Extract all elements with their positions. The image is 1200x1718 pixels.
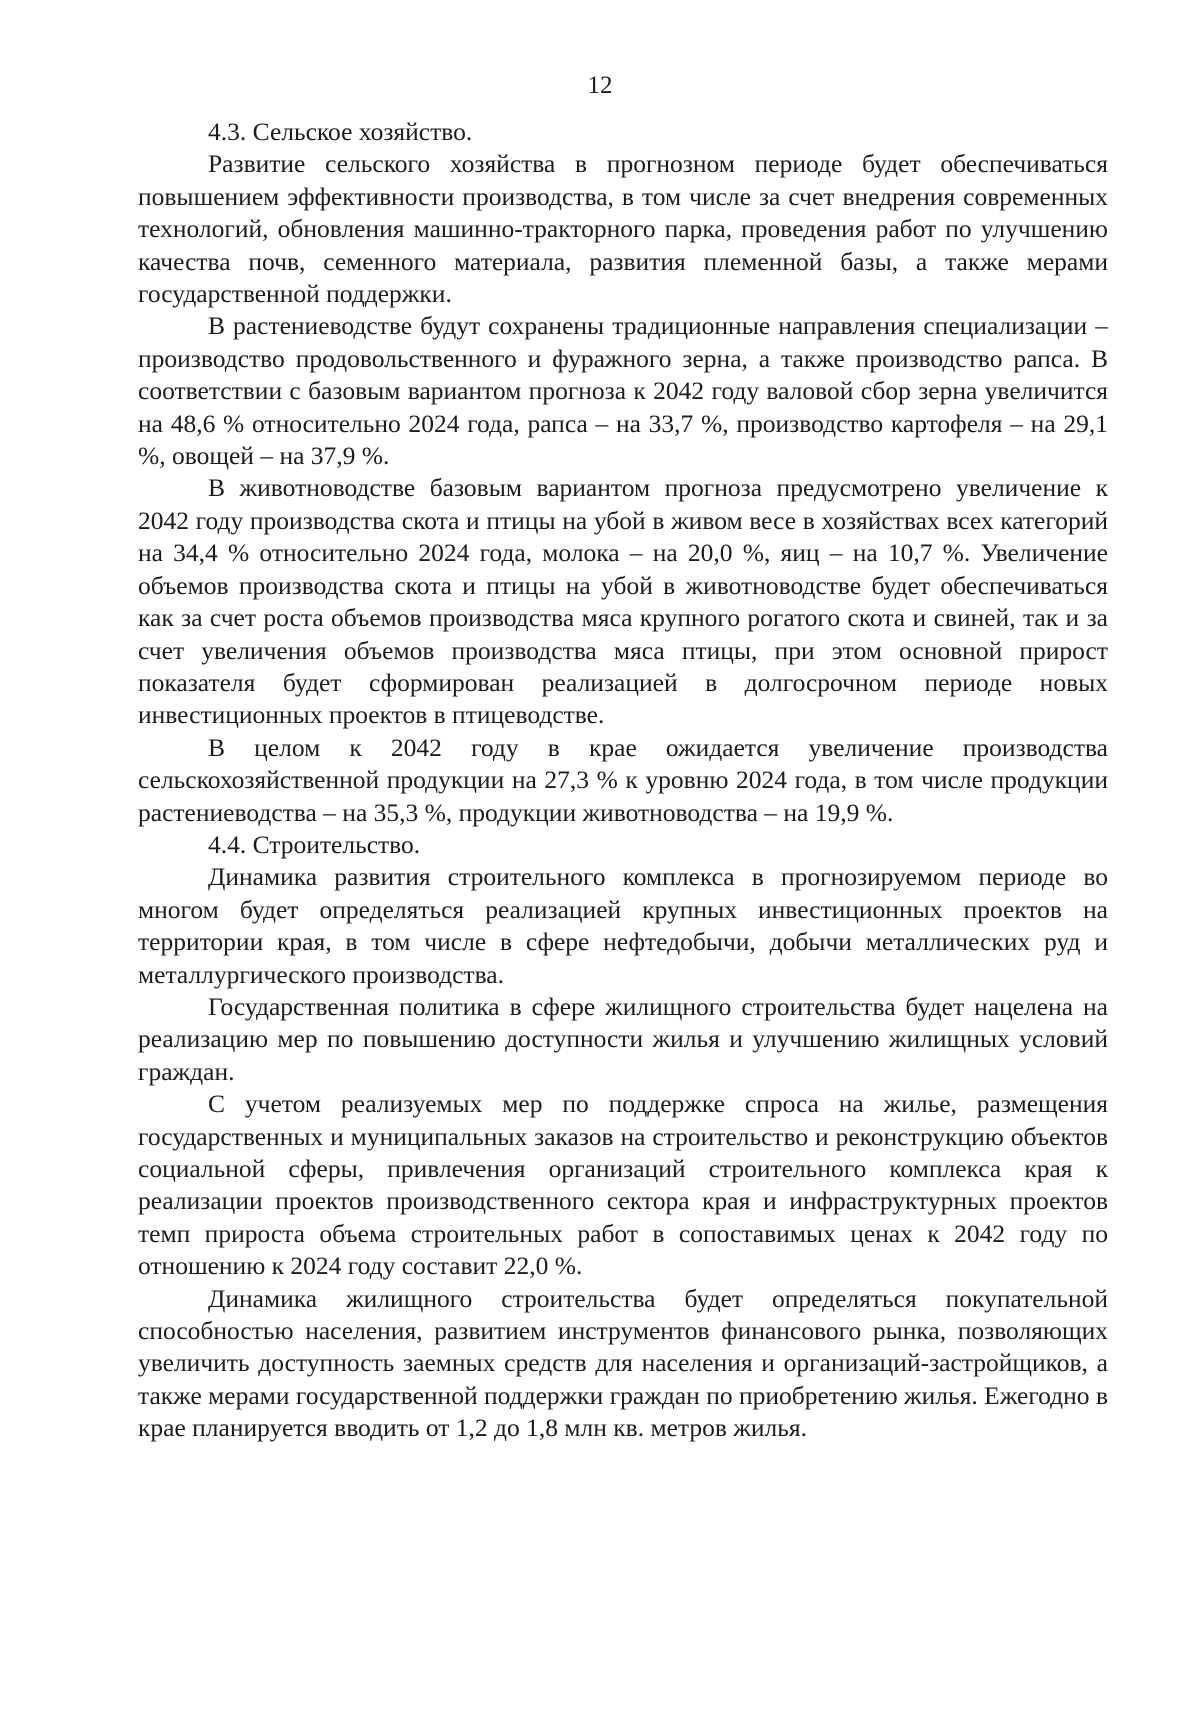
paragraph: В животноводстве базовым вариантом прогноза предусмотрено увеличение к 2042 году производства скота и птицы на убой в живом весе в хозяйствах всех категорий на 34,4 % относительно 2024 года, молока – на 20,0 %, яиц – на 10,7 %. Увеличение объемов производства скота и птицы на убой в животноводстве будет обеспечиваться как за счет роста объемов производства мяса крупного рогатого скота и свиней, так и за счет увеличения объемов производства мяса птицы, при этом основной прирост показателя будет сформирован реализацией в долгосрочном периоде новых инвестиционных проектов в птицеводстве. bbox=[138, 473, 1108, 730]
paragraph: Государственная политика в сфере жилищного строительства будет нацелена на реализацию мер по повышению доступности жилья и улучшению жилищных условий граждан. bbox=[138, 991, 1108, 1086]
paragraph: Динамика развития строительного комплекса в прогнозируемом периоде во многом будет определяться реализацией крупных инвестиционных проектов на территории края, в том числе в сфере нефтедобычи, добычи металлических руд и металлургического производства. bbox=[138, 862, 1108, 989]
paragraph: С учетом реализуемых мер по поддержке спроса на жилье, размещения государственных и муниципальных заказов на строительство и реконструкцию объектов социальной сферы, привлечения организаций строительного комплекса края к реализации проектов производственного сектора края и инфраструктурных проектов темп прироста объема строительных работ в сопоставимых ценах к 2042 году по отношению к 2024 году составит 22,0 %. bbox=[138, 1089, 1108, 1281]
section-construction bbox=[138, 829, 1108, 1445]
document-body bbox=[138, 116, 1108, 1445]
section-heading: 4.4. Строительство. bbox=[208, 829, 421, 859]
paragraph: Развитие сельского хозяйства в прогнозном периоде будет обеспечиваться повышением эффективности производства, в том числе за счет внедрения современных технологий, обновления машинно-тракторного парка, проведения работ по улучшению качества почв, семенного материала, развития племенной базы, а также мерами государственной поддержки. bbox=[138, 149, 1108, 309]
section-agriculture bbox=[138, 116, 1108, 829]
paragraph: В растениеводстве будут сохранены традиционные направления специализации – производство продовольственного и фуражного зерна, а также производство рапса. В соответствии с базовым вариантом прогноза к 2042 году валовой сбор зерна увеличится на 48,6 % относительно 2024 года, рапса – на 33,7 %, производство картофеля – на 29,1 %, овощей – на 37,9 %. bbox=[138, 311, 1108, 471]
page-number: 12 bbox=[587, 72, 613, 99]
paragraph: В целом к 2042 году в крае ожидается увеличение производства сельскохозяйственной продукции на 27,3 % к уровню 2024 года, в том числе продукции растениеводства – на 35,3 %, продукции животноводства – на 19,9 %. bbox=[138, 732, 1108, 827]
section-heading: 4.3. Сельское хозяйство. bbox=[208, 117, 473, 146]
paragraph: Динамика жилищного строительства будет определяться покупательной способностью населения, развитием инструментов финансового рынка, позволяющих увеличить доступность заемных средств для населения и организаций-застройщиков, а также мерами государственной поддержки граждан по приобретению жилья. Ежегодно в крае планируется вводить от 1,2 до 1,8 млн кв. метров жилья. bbox=[138, 1283, 1108, 1443]
